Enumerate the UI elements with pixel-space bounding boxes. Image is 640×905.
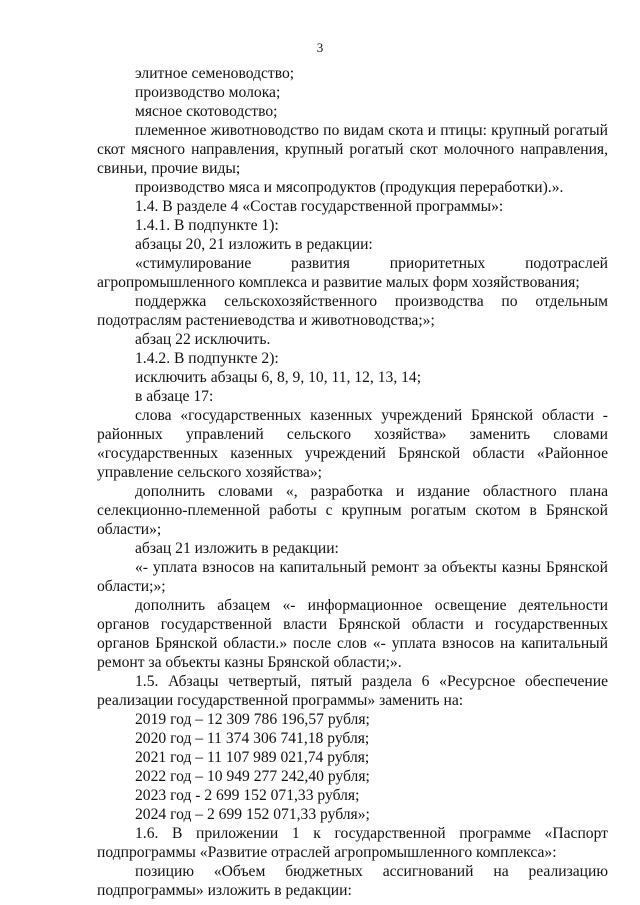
paragraph-16: дополнить словами «, разработка и издание областного плана селекционно-племенной работы с крупным рогатым скотом в Брянской области»; xyxy=(97,483,608,538)
paragraph-21: 2019 год – 12 309 786 196,57 рубля; xyxy=(135,711,370,728)
page-number: 3 xyxy=(316,40,324,55)
paragraph-14: в абзаце 17: xyxy=(135,388,214,405)
paragraph-15: слова «государственных казенных учреждений Брянской области - районных управлений сельского хозяйства» заменить словами «государственных казенных учреждений Брянской области «Районное управление сельского хозяйства»; xyxy=(97,407,608,481)
paragraph-9: «стимулирование развития приоритетных подотраслей агропромышленного комплекса и развитие малых форм хозяйствования; xyxy=(97,255,608,291)
paragraph-18: «- уплата взносов на капитальный ремонт за объекты казны Брянской области;»; xyxy=(97,559,608,595)
paragraph-13: исключить абзацы 6, 8, 9, 10, 11, 12, 13, 14; xyxy=(135,369,422,386)
paragraph-7: 1.4.1. В подпункте 1): xyxy=(135,217,279,234)
paragraph-5: производство мяса и мясопродуктов (продукция переработки).». xyxy=(135,179,564,196)
paragraph-28: позицию «Объем бюджетных ассигнований на реализацию подпрограммы» изложить в редакции: xyxy=(97,863,608,899)
paragraph-2: производство молока; xyxy=(135,84,281,101)
paragraph-27: 1.6. В приложении 1 к государственной программе «Паспорт подпрограммы «Развитие отраслей агропромышленного комплекса»: xyxy=(97,825,608,861)
paragraph-19: дополнить абзацем «- информационное освещение деятельности органов государственной власти Брянской области и государственных органов Брянской области.» после слов «- уплата взносов на капитальный ремонт за объекты казны Брянской области;». xyxy=(97,597,608,671)
paragraph-1: элитное семеноводство; xyxy=(135,65,295,82)
paragraph-24: 2022 год – 10 949 277 242,40 рубля; xyxy=(135,768,370,785)
paragraph-12: 1.4.2. В подпункте 2): xyxy=(135,350,279,367)
paragraph-6: 1.4. В разделе 4 «Состав государственной программы»: xyxy=(135,198,504,215)
paragraph-26: 2024 год – 2 699 152 071,33 рубля»; xyxy=(135,806,370,823)
paragraph-22: 2020 год – 11 374 306 741,18 рубля; xyxy=(135,730,370,747)
paragraph-11: абзац 22 исключить. xyxy=(135,331,271,348)
paragraph-25: 2023 год - 2 699 152 071,33 рубля; xyxy=(135,787,360,804)
paragraph-20: 1.5. Абзацы четвертый, пятый раздела 6 «Ресурсное обеспечение реализации государственной программы» заменить на: xyxy=(97,673,608,709)
paragraph-3: мясное скотоводство; xyxy=(135,103,278,120)
paragraph-23: 2021 год – 11 107 989 021,74 рубля; xyxy=(135,749,370,766)
paragraph-8: абзацы 20, 21 изложить в редакции: xyxy=(135,236,373,253)
document-body xyxy=(97,64,608,900)
paragraph-4: племенное животноводство по видам скота и птицы: крупный рогатый скот мясного направления, крупный рогатый скот молочного направления, свиньи, прочие виды; xyxy=(97,122,608,177)
paragraph-17: абзац 21 изложить в редакции: xyxy=(135,540,339,557)
paragraph-10: поддержка сельскохозяйственного производства по отдельным подотраслям растениеводства и животноводства;»; xyxy=(97,293,608,329)
